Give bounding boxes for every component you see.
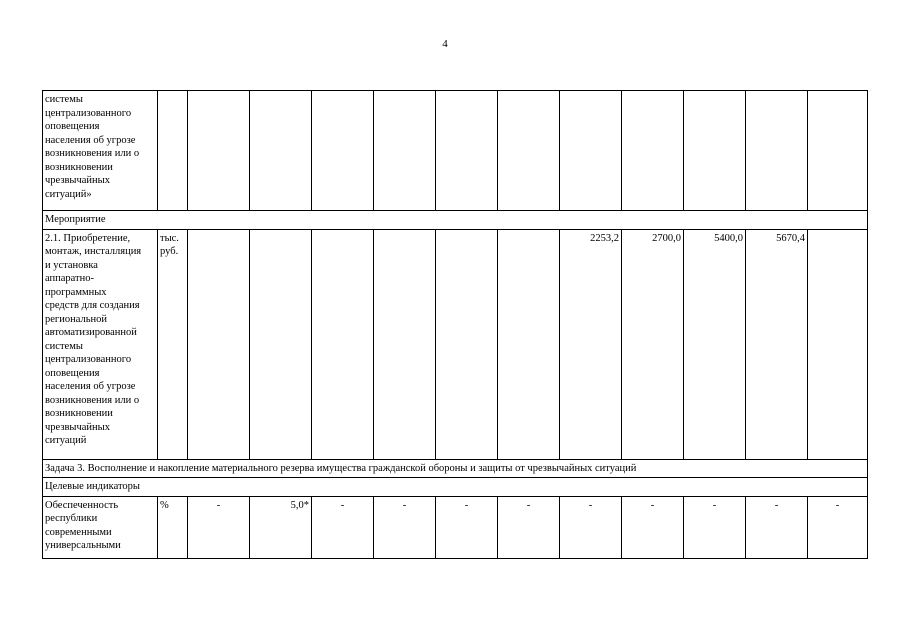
section-row (43, 459, 868, 478)
section-label: Мероприятие (43, 211, 868, 230)
value-cell (436, 91, 498, 211)
unit-cell (158, 91, 188, 211)
section-row (43, 211, 868, 230)
value-cell (250, 229, 312, 459)
value-cell (808, 91, 868, 211)
value-cell (188, 229, 250, 459)
value-cell: - (436, 496, 498, 558)
value-cell (498, 229, 560, 459)
value-cell (188, 91, 250, 211)
value-cell (746, 91, 808, 211)
value-cell (436, 229, 498, 459)
value-cell (374, 91, 436, 211)
value-cell: - (498, 496, 560, 558)
value-cell: 5,0* (250, 496, 312, 558)
value-cell: - (374, 496, 436, 558)
value-cell (622, 91, 684, 211)
program-table (42, 90, 868, 559)
value-cell: - (622, 496, 684, 558)
value-cell: - (188, 496, 250, 558)
section-row (43, 478, 868, 497)
value-cell: 5670,4 (746, 229, 808, 459)
value-cell: 5400,0 (684, 229, 746, 459)
value-cell (312, 91, 374, 211)
value-cell (560, 91, 622, 211)
page-number: 4 (442, 38, 448, 50)
table-row (43, 496, 868, 558)
value-cell: - (560, 496, 622, 558)
value-cell (250, 91, 312, 211)
table-row (43, 91, 868, 211)
section-label: Целевые индикаторы (43, 478, 868, 497)
value-cell (374, 229, 436, 459)
unit-cell: тыс. руб. (158, 229, 188, 459)
value-cell: - (746, 496, 808, 558)
row-name-cell: системы централизованного оповещения населения об угрозе возникновения или о возникновении чрезвычайных ситуаций» (43, 91, 158, 211)
row-name-cell: 2.1. Приобретение, монтаж, инсталляция и установка аппаратно- программных средств для создания региональной автоматизированной системы централизованного оповещения населения об угрозе возникновения или о возникновении чрезвычайных ситуаций (43, 229, 158, 459)
value-cell (498, 91, 560, 211)
task-label: Задача 3. Восполнение и накопление материального резерва имущества гражданской обороны и защиты от чрезвычайных ситуаций (43, 459, 868, 478)
value-cell: 2253,2 (560, 229, 622, 459)
table-row (43, 229, 868, 459)
value-cell: - (808, 496, 868, 558)
row-name-cell: Обеспеченность республики современными универсальными (43, 496, 158, 558)
value-cell: - (312, 496, 374, 558)
value-cell (808, 229, 868, 459)
unit-cell: % (158, 496, 188, 558)
value-cell (684, 91, 746, 211)
value-cell (312, 229, 374, 459)
value-cell: 2700,0 (622, 229, 684, 459)
value-cell: - (684, 496, 746, 558)
